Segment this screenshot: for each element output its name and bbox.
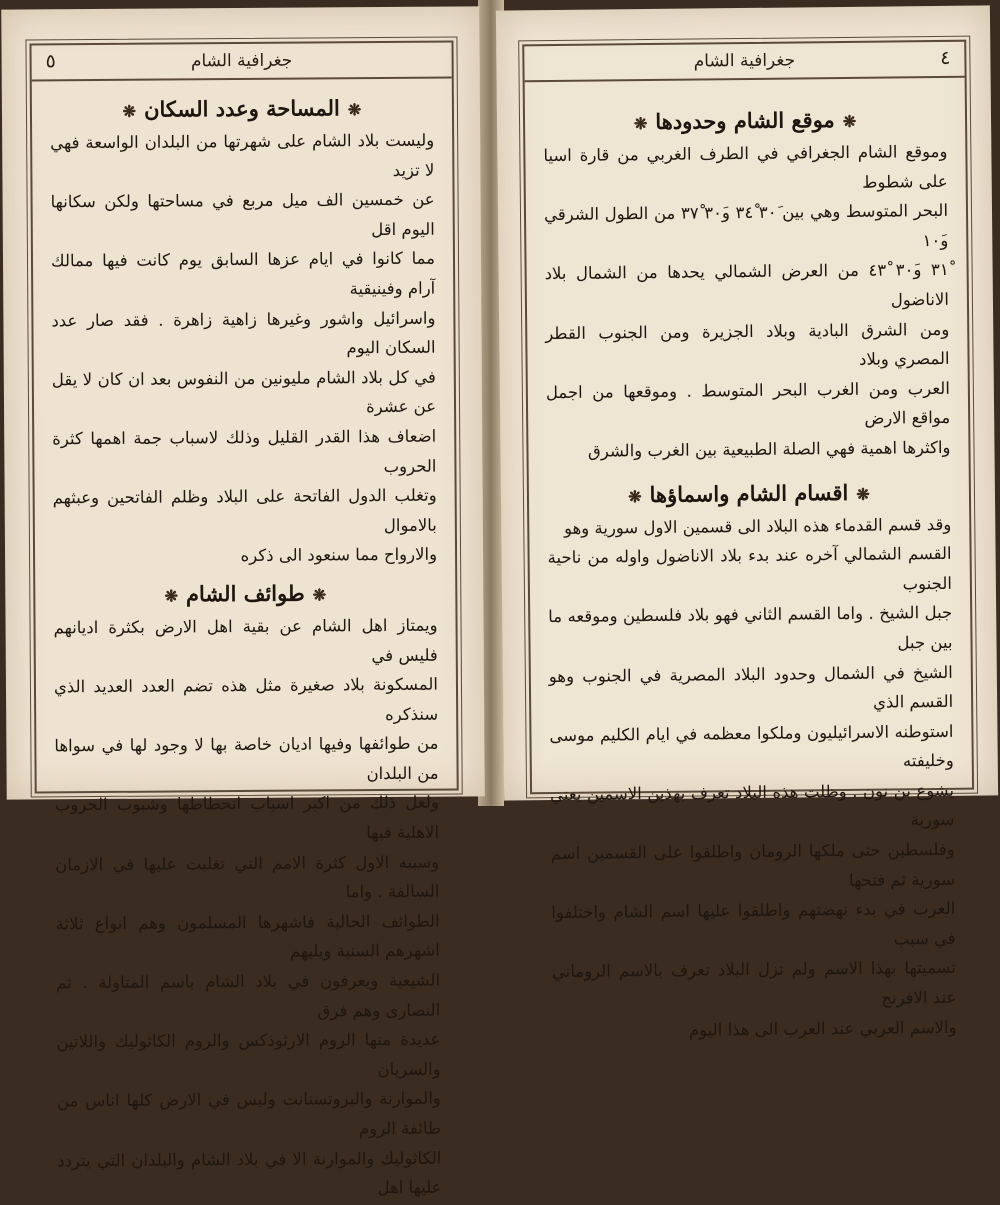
text-line: اضعاف هذا القدر القليل وذلك لاسباب جمة اهمها كثرة الحروب xyxy=(52,426,437,476)
text-line: البحر المتوسط وهي بين ٣٠َ ٣٤ْ و٣٠َ ٣٧ْ من الطول الشرقي و١٠َ xyxy=(543,201,949,250)
ornament-icon: ❋ xyxy=(856,484,870,504)
text-line: والاسم العربي عند العرب الى هذا اليوم xyxy=(688,1017,957,1040)
text-line: في كل بلاد الشام مليونين من النفوس بعد ان كان لا يقل عن عشرة xyxy=(51,367,437,417)
text-line: العرب ومن الغرب البحر المتوسط . وموقعها من اجمل مواقع الارض xyxy=(545,378,951,429)
ornament-icon: ❋ xyxy=(633,114,648,134)
text-line: ٣١ْ و٣٠َ ٤٣ْ من العرض الشمالي يحدها من الشمال بلاد الاناضول xyxy=(544,260,950,310)
left-section1-text xyxy=(40,126,447,573)
text-line: وسببه الاول كثرة الامم التي تغلبت عليها في الازمان السالفة . واما xyxy=(55,852,440,902)
ornament-icon: ❋ xyxy=(312,585,327,605)
left-section1-heading xyxy=(40,95,444,123)
left-section2-heading xyxy=(43,579,447,607)
text-line: الشيخ في الشمال وحدود البلاد المصرية في الجنوب وهو القسم الذي xyxy=(548,662,954,712)
right-section1-heading xyxy=(533,106,957,135)
text-line: استوطنه الاسرائيليون وملكوا معظمه في ايام الكليم موسى وخليفته xyxy=(549,721,954,771)
text-line: واسرائيل واشور وغيرها زاهية زاهرة . فقد صار عدد السكان اليوم xyxy=(51,308,436,358)
left-running-head-title: جغرافية الشام xyxy=(190,50,293,72)
text-line: وليست بلاد الشام على شهرتها من البلدان الواسعة فهي لا تزيد xyxy=(50,130,435,180)
text-line: من طوائفها وفيها اديان خاصة بها لا وجود لها في سواها من البلدان xyxy=(54,733,439,784)
left-page xyxy=(1,6,485,1198)
right-running-head xyxy=(524,42,964,83)
right-section2-heading xyxy=(537,478,961,507)
right-section1-title: موقع الشام وحدودها xyxy=(655,107,835,134)
text-line: عديدة منها الروم الارثوذكس والروم الكاثوليك واللاتين والسريان xyxy=(56,1029,441,1079)
right-section2-text xyxy=(537,509,967,1046)
text-line: جبل الشيخ . واما القسم الثاني فهو بلاد فلسطين وموقعه ما بين جبل xyxy=(548,603,953,653)
text-line: الطوائف الحالية فاشهرها المسلمون وهم انواع ثلاثة اشهرهم السنية ويليهم xyxy=(55,911,440,962)
ornament-icon: ❋ xyxy=(347,100,362,120)
text-line: عن خمسين الف ميل مربع في مساحتها ولكن سكانها اليوم اقل xyxy=(50,189,435,239)
text-line: ومن الشرق البادية وبلاد الجزيرة ومن الجنوب القطر المصري وبلاد xyxy=(545,319,950,369)
text-line: مما كانوا في ايام عزها السابق يوم كانت فيها ممالك آرام وفينيقية xyxy=(50,249,436,299)
left-page-content xyxy=(40,85,452,1205)
text-line: والارواح مما سنعود الى ذكره xyxy=(240,544,438,566)
right-section1-text xyxy=(533,137,960,467)
ornament-icon: ❋ xyxy=(842,111,857,131)
left-page-number: ٥ xyxy=(45,50,56,73)
text-line: الكاثوليك والموارنة الا في بلاد الشام والبلدان التي يتردد عليها اهل xyxy=(57,1148,442,1198)
text-line: ولعل ذلك من اكبر اسباب انحطاطها وشبوب الحروب الاهلية فيها xyxy=(54,793,440,843)
text-line: ويمتاز اهل الشام عن بقية اهل الارض بكثرة اديانهم فليس في xyxy=(53,615,438,665)
right-page-frame xyxy=(522,40,974,1040)
text-line: والموارنة والبروتستانت وليس في الارض كلها اناس من طائفة الروم xyxy=(56,1089,442,1139)
text-line: وفلسطين حتى ملكها الرومان واطلقوا على القسمين اسم سورية ثم فتحها xyxy=(550,839,956,890)
right-section2-title: اقسام الشام واسماؤها xyxy=(649,479,849,507)
text-line: واكثرها اهمية فهي الصلة الطبيعية بين الغرب والشرق xyxy=(587,437,951,461)
text-line: وتغلب الدول الفاتحة على البلاد وظلم الفاتحين وعبثهم بالاموال xyxy=(52,485,437,535)
text-line: تسميتها بهذا الاسم ولم تزل البلاد تعرف بالاسم الروماني عند الافرنج xyxy=(551,958,957,1008)
text-line: المسكونة بلاد صغيرة مثل هذه تضم العدد العديد الذي سنذكره xyxy=(53,674,439,724)
right-page-number: ٤ xyxy=(940,46,951,69)
text-line: العرب في بدء نهضتهم واطلقوا عليها اسم الشام واختلفوا في سبب xyxy=(551,899,956,949)
left-section2-text xyxy=(43,610,451,1205)
ornament-icon: ❋ xyxy=(164,586,179,606)
text-line: الشيعية ويعرفون في بلاد الشام باسم المتاولة . ثم النصارى وهم فرق xyxy=(55,970,441,1021)
text-line: القسم الشمالي آخره عند بدء بلاد الاناضول واوله من ناحية الجنوب xyxy=(547,543,952,594)
right-page-content xyxy=(533,84,967,1047)
ornament-icon: ❋ xyxy=(628,486,642,506)
text-line: يشوع بن نون . وظلت هذه البلاد تعرف بهذين الاسمين يعني سورية xyxy=(549,780,955,830)
ornament-icon: ❋ xyxy=(122,101,137,121)
left-section2-title: طوائف الشام xyxy=(185,580,305,607)
left-page-frame xyxy=(29,41,458,1198)
left-running-head xyxy=(31,43,451,82)
right-running-head-title: جغرافية الشام xyxy=(693,50,796,72)
right-page xyxy=(496,5,998,1040)
text-line: وقد قسم القدماء هذه البلاد الى قسمين الاول سورية وهو xyxy=(563,514,952,538)
left-section1-title: المساحة وعدد السكان xyxy=(143,95,340,122)
text-line: وموقع الشام الجغرافي في الطرف الغربي من قارة اسيا على شطوط xyxy=(543,141,948,192)
